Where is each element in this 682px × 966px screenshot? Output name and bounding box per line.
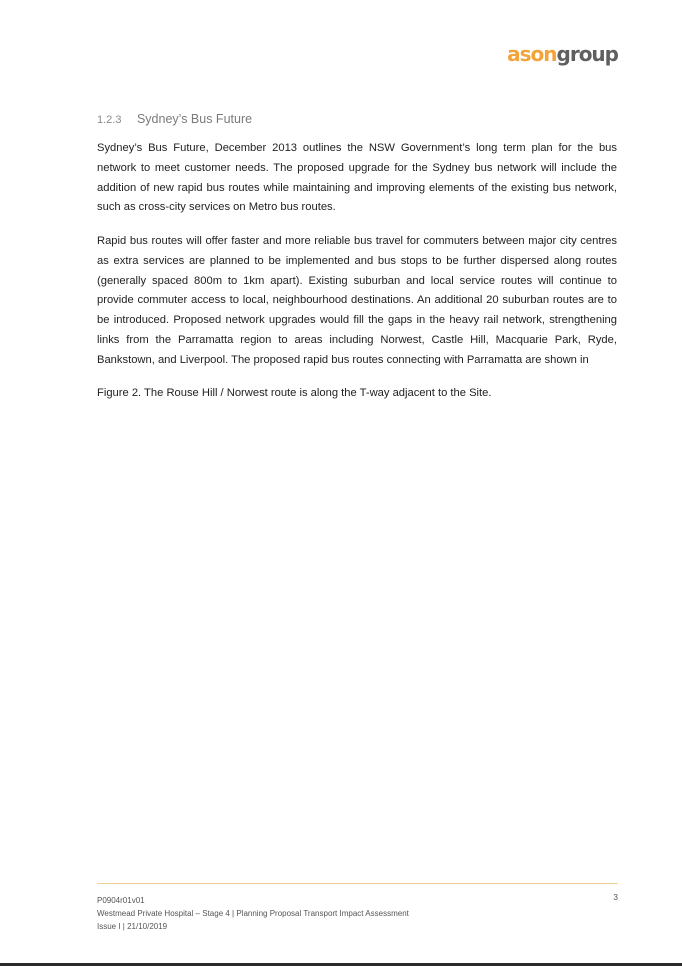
section-number: 1.2.3 [97, 114, 122, 126]
section-heading [97, 112, 252, 126]
company-logo [507, 40, 618, 68]
footer-doc-ref: P0904r01v01 [97, 896, 145, 905]
page-number: 3 [613, 892, 618, 902]
section-title: Sydney’s Bus Future [136, 112, 253, 126]
paragraph-rapid-bus-routes: Rapid bus routes will offer faster and more reliable bus travel for commuters between major city centres as extra services are planned to be implemented and bus stops to be further dispersed along routes (generally spaced 800m to 1km apart). Existing suburban and local service routes will continue to provide commuter access to local, neighbourhood destinations. An additional 20 suburban routes are to be introduced. Proposed network upgrades would fill the gaps in the heavy rail network, strengthening links from the Parramatta region to areas including Norwest, Castle Hill, Macquarie Park, Ryde, Bankstown, and Liverpool. The proposed rapid bus routes connecting with Parramatta are shown in [97, 235, 617, 366]
logo-part-a: ason [507, 42, 557, 66]
footer-issue: Issue I | 21/10/2019 [97, 922, 168, 931]
logo-part-b: group [556, 42, 618, 66]
footer-divider [97, 883, 618, 884]
paragraph-figure-reference: Figure 2. The Rouse Hill / Norwest route is along the T-way adjacent to the Site. [97, 387, 492, 399]
page-footer [97, 894, 618, 933]
footer-project: Westmead Private Hospital – Stage 4 | Planning Proposal Transport Impact Assessment [97, 909, 409, 918]
paragraph-intro: Sydney’s Bus Future, December 2013 outlines the NSW Government’s long term plan for the bus network to meet customer needs. The proposed upgrade for the Sydney bus network will include the addition of new rapid bus routes while maintaining and improving elements of the existing bus network, such as cross-city services on Metro bus routes. [97, 142, 617, 214]
